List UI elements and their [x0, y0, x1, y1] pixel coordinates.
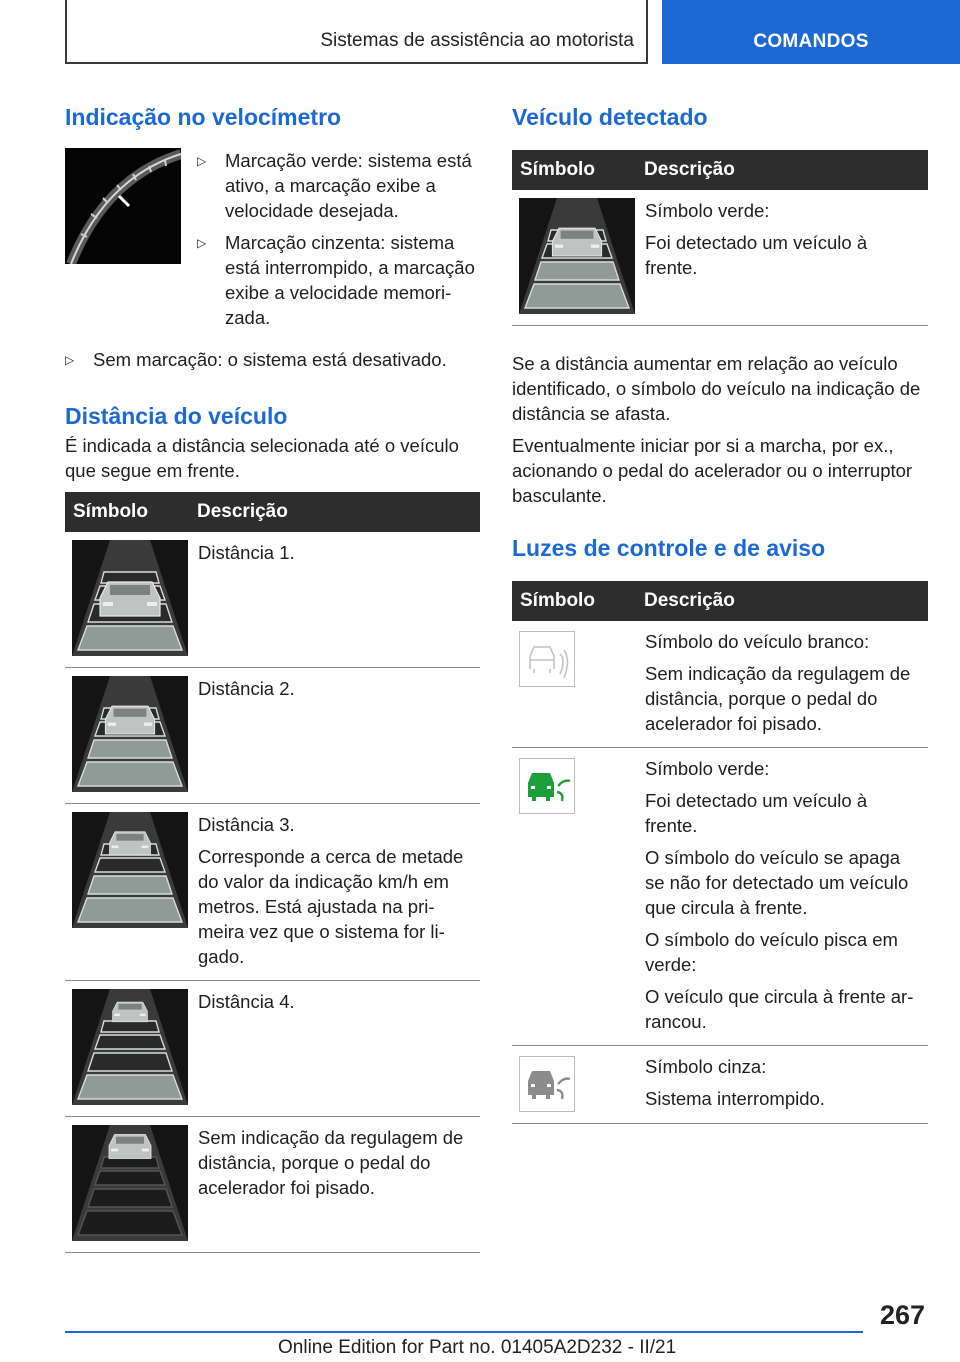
- row-text: Distância 4.: [198, 991, 295, 1012]
- bullet-item: [65, 347, 480, 373]
- row-text: Sistema interrompido.: [645, 1088, 825, 1109]
- table-row: [65, 532, 480, 668]
- bullet-triangle-icon: ▷: [197, 154, 207, 168]
- header-tab[interactable]: [662, 0, 960, 64]
- distance-title: Distância do veículo: [65, 403, 288, 429]
- bullet-item: [197, 230, 480, 330]
- paragraph-start: Eventualmente iniciar por si a marcha, por ex., acionando o pedal do acelerador ou o interruptor basculante.: [512, 435, 913, 506]
- table-row: [512, 1046, 928, 1124]
- vehicle-green-icon: [519, 758, 575, 814]
- table-header-symbol: Símbolo: [65, 492, 189, 532]
- detected-title: Veículo detectado: [512, 104, 708, 130]
- table-header-symbol: Símbolo: [512, 581, 636, 621]
- row-text: Distância 2.: [198, 678, 295, 699]
- distance-4-image: [72, 989, 188, 1105]
- bullet-triangle-icon: ▷: [197, 236, 207, 250]
- distance-2-image: [72, 676, 188, 792]
- row-text: Corresponde a cerca de metade do valor da indicação km/h em metros. Está ajustada na primeira vez que o sistema for ligado.: [198, 846, 464, 967]
- table-header-description: Descrição: [636, 150, 928, 190]
- vehicle-gray-icon: [519, 1056, 575, 1112]
- row-text: Sem indicação da regulagem de distância, porque o pedal do acelerador foi pisado.: [645, 663, 911, 734]
- bullet-text: Marcação cinzenta: sistema está interrompido, a marcação exibe a velocidade memorizada.: [225, 232, 475, 328]
- table-row: [512, 748, 928, 1046]
- row-text: O símbolo do veículo se apaga se não for detectado um veículo que circula à frente.: [645, 847, 909, 918]
- footer-edition: Online Edition for Part no. 01405A2D232 - II/21: [278, 1337, 677, 1358]
- table-row: [65, 668, 480, 804]
- speedo-title: Indicação no velocímetro: [65, 104, 342, 130]
- detected-table: [512, 150, 928, 326]
- speedometer-image: [65, 148, 181, 264]
- left-column: [65, 102, 480, 1253]
- distance-intro: É indicada a distância selecionada até o veículo que segue em frente.: [65, 435, 459, 481]
- table-row: [512, 190, 928, 326]
- table-row: [65, 1117, 480, 1253]
- bullet-text: Sem marcação: o sistema está desativado.: [93, 349, 447, 370]
- table-header-symbol: Símbolo: [512, 150, 636, 190]
- table-header-description: Descrição: [636, 581, 928, 621]
- table-header-row: [512, 581, 928, 621]
- bullet-triangle-icon: ▷: [65, 353, 75, 367]
- table-header-row: [512, 150, 928, 190]
- distance-table: [65, 492, 480, 1253]
- row-text: O símbolo do veículo pisca em verde:: [645, 929, 898, 975]
- row-text: O veículo que circula à frente arrancou.: [645, 986, 914, 1032]
- row-text: Sem indicação da regulagem de distância, porque o pedal do acelerador foi pisado.: [198, 1127, 464, 1198]
- table-header-row: [65, 492, 480, 532]
- header-section-title: Sistemas de assistência ao motorista: [320, 30, 634, 51]
- distance-none-image: [72, 1125, 188, 1241]
- lights-title: Luzes de controle e de aviso: [512, 535, 826, 561]
- distance-3-image: [72, 812, 188, 928]
- row-text: Distância 1.: [198, 542, 295, 563]
- header-tab-label: COMANDOS: [753, 31, 869, 52]
- row-text: Símbolo verde:: [645, 200, 770, 221]
- lights-table: [512, 581, 928, 1124]
- row-text: Foi detectado um veículo à frente.: [645, 232, 868, 278]
- detected-vehicle-image: [519, 198, 635, 314]
- table-row: [65, 981, 480, 1117]
- header-section-box: [65, 0, 648, 64]
- speedo-section: [65, 148, 480, 337]
- row-text: Foi detectado um veículo à frente.: [645, 790, 868, 836]
- right-column: [512, 102, 928, 1124]
- row-text: Símbolo do veículo branco:: [645, 631, 870, 652]
- bullet-text: Marcação verde: sistema está ativo, a marcação exibe a velocidade desejada.: [225, 150, 472, 221]
- distance-1-image: [72, 540, 188, 656]
- vehicle-outline-icon: [519, 631, 575, 687]
- row-text: Símbolo verde:: [645, 758, 770, 779]
- row-text: Distância 3.: [198, 814, 295, 835]
- paragraph-distance: Se a distância aumentar em relação ao veículo identificado, o símbolo do veículo na indicação de distância se afasta.: [512, 353, 921, 424]
- table-row: [512, 621, 928, 748]
- bullet-item: [197, 148, 480, 223]
- page-number: 267: [880, 1300, 926, 1330]
- row-text: Símbolo cinza:: [645, 1056, 767, 1077]
- table-row: [65, 804, 480, 981]
- footer-divider: [65, 1331, 863, 1333]
- table-header-description: Descrição: [189, 492, 480, 532]
